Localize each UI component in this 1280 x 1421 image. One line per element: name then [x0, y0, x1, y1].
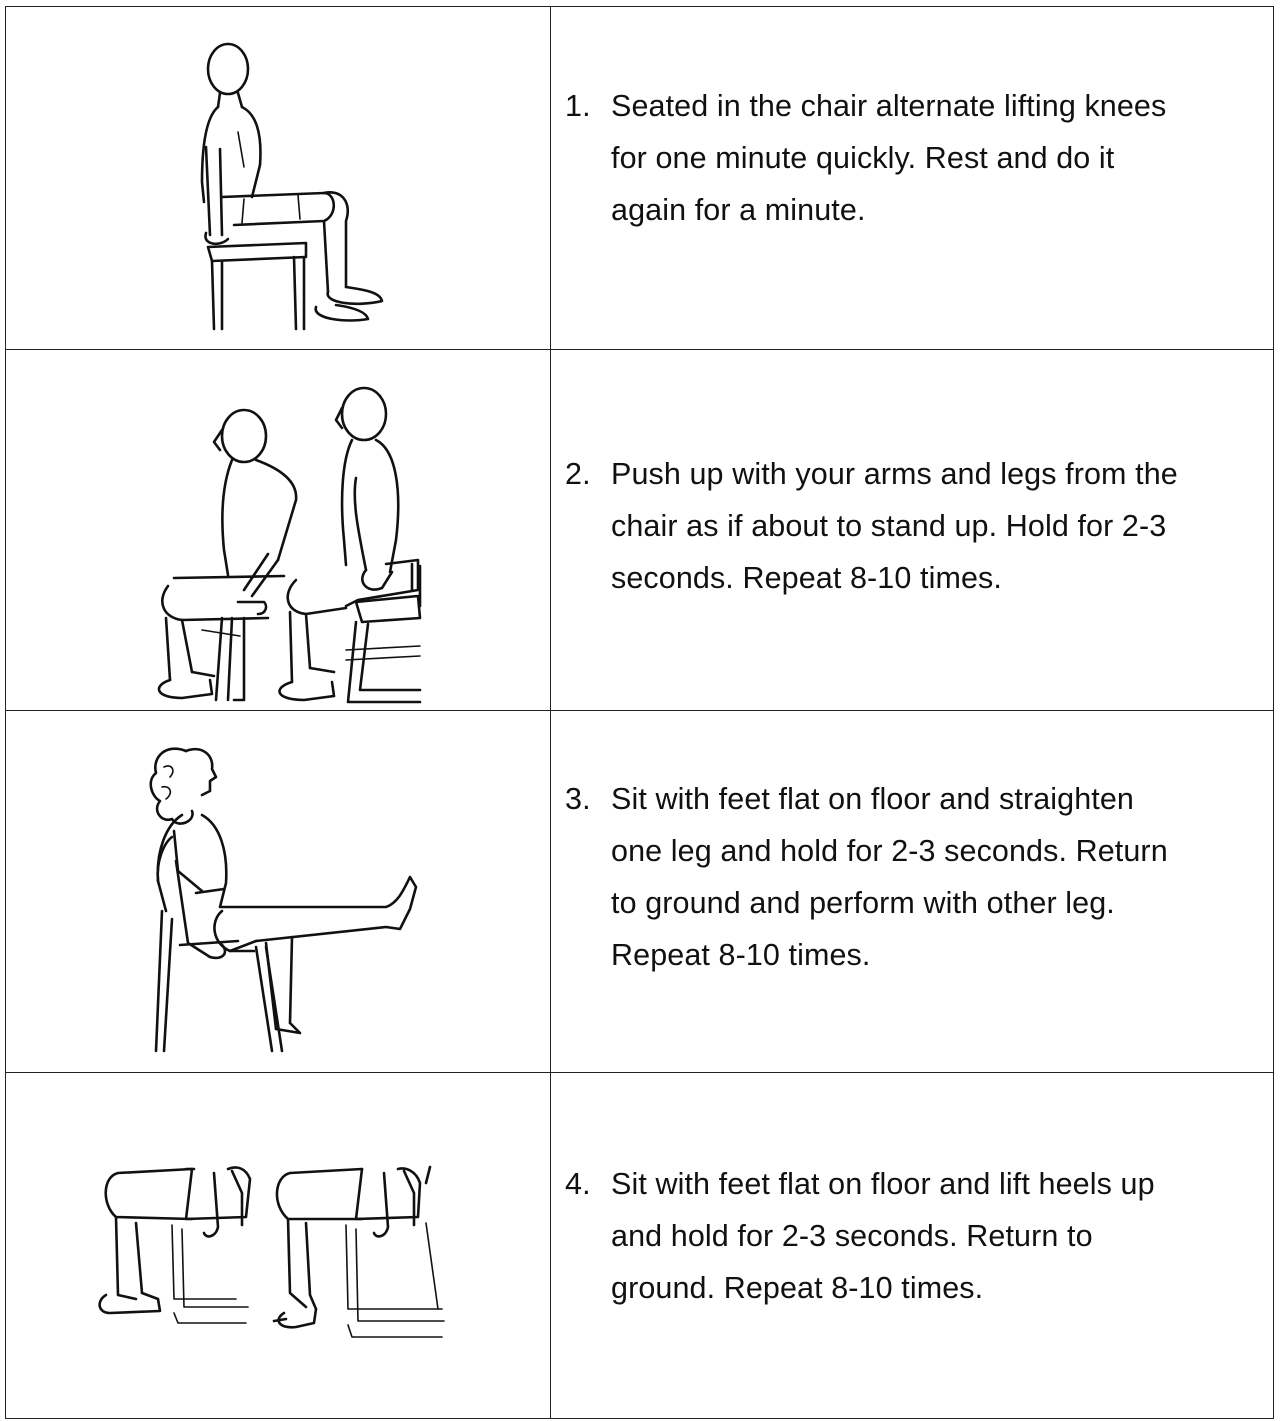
exercise-text: Sit with feet flat on floor and lift heels up and hold for 2-3 seconds. Return to ground. Repeat 8-10 times. — [611, 1166, 1155, 1305]
exercise-row — [6, 1073, 1274, 1419]
exercise-text: Push up with your arms and legs from the chair as if about to stand up. Hold for 2-3 seconds. Repeat 8-10 times. — [611, 457, 1178, 595]
exercise-instruction — [551, 448, 1273, 604]
chair-push-up-icon — [6, 350, 551, 710]
exercise-instruction — [551, 1158, 1273, 1314]
exercise-text: Sit with feet flat on floor and straighten one leg and hold for 2-3 seconds. Return to ground and perform with other leg. Repeat 8-10 times. — [611, 781, 1168, 972]
illustration-cell — [6, 7, 551, 350]
instruction-cell — [551, 7, 1274, 350]
instruction-cell — [551, 711, 1274, 1073]
seated-heel-raise-icon — [6, 1073, 551, 1418]
instruction-cell — [551, 1073, 1274, 1419]
exercise-table — [5, 6, 1274, 1419]
exercise-row — [6, 711, 1274, 1073]
seated-leg-extension-icon — [6, 711, 551, 1072]
exercise-instruction — [551, 773, 1273, 981]
exercise-number: 1. — [565, 89, 591, 123]
illustration-cell — [6, 350, 551, 711]
exercise-number: 2. — [565, 457, 591, 491]
seated-knee-lift-icon — [6, 7, 551, 349]
exercise-row — [6, 350, 1274, 711]
instruction-cell — [551, 350, 1274, 711]
exercise-number: 4. — [565, 1166, 591, 1201]
exercise-number: 3. — [565, 781, 591, 816]
illustration-cell — [6, 711, 551, 1073]
exercise-row — [6, 7, 1274, 350]
illustration-cell — [6, 1073, 551, 1419]
exercise-instruction — [551, 80, 1273, 236]
exercise-text: Seated in the chair alternate lifting knees for one minute quickly. Rest and do it again for a minute. — [611, 89, 1167, 227]
